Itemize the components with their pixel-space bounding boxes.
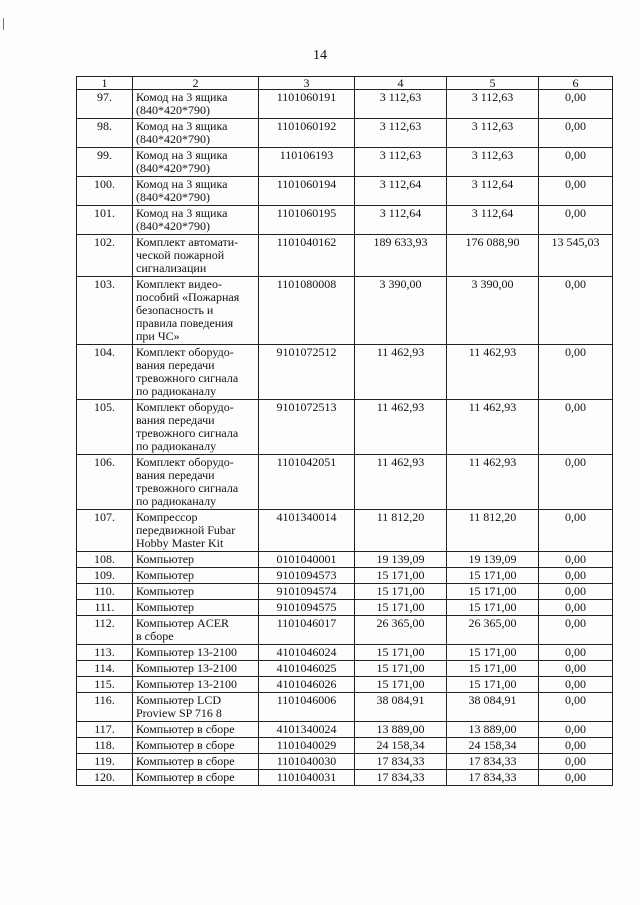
row-number: 114. xyxy=(77,661,133,677)
book-value: 11 462,93 xyxy=(355,455,447,510)
row-number: 101. xyxy=(77,206,133,235)
inventory-number: 1101060191 xyxy=(259,90,355,119)
row-number: 108. xyxy=(77,552,133,568)
inventory-number: 1101046006 xyxy=(259,693,355,722)
residual-value: 0,00 xyxy=(539,148,613,177)
depreciation-value: 15 171,00 xyxy=(447,645,539,661)
table-row xyxy=(77,600,613,616)
residual-value: 0,00 xyxy=(539,677,613,693)
depreciation-value: 11 462,93 xyxy=(447,400,539,455)
column-header-3: 3 xyxy=(259,77,355,90)
table-row xyxy=(77,661,613,677)
book-value: 11 462,93 xyxy=(355,400,447,455)
residual-value: 0,00 xyxy=(539,600,613,616)
table-row xyxy=(77,552,613,568)
item-name: Компьютер LCD Proview SP 716 8 xyxy=(133,693,259,722)
inventory-number: 4101340014 xyxy=(259,510,355,552)
inventory-number: 4101046024 xyxy=(259,645,355,661)
item-name: Компьютер xyxy=(133,568,259,584)
item-name: Компьютер 13-2100 xyxy=(133,677,259,693)
row-number: 115. xyxy=(77,677,133,693)
row-number: 111. xyxy=(77,600,133,616)
depreciation-value: 3 112,64 xyxy=(447,206,539,235)
residual-value: 0,00 xyxy=(539,206,613,235)
table-row xyxy=(77,616,613,645)
column-header-4: 4 xyxy=(355,77,447,90)
residual-value: 0,00 xyxy=(539,754,613,770)
depreciation-value: 15 171,00 xyxy=(447,661,539,677)
inventory-number: 1101080008 xyxy=(259,277,355,345)
row-number: 97. xyxy=(77,90,133,119)
residual-value: 0,00 xyxy=(539,770,613,786)
book-value: 15 171,00 xyxy=(355,661,447,677)
item-name: Комод на 3 ящика (840*420*790) xyxy=(133,206,259,235)
book-value: 17 834,33 xyxy=(355,754,447,770)
depreciation-value: 11 462,93 xyxy=(447,455,539,510)
item-name: Компьютер 13-2100 xyxy=(133,645,259,661)
inventory-number: 4101046026 xyxy=(259,677,355,693)
item-name: Компьютер в сборе xyxy=(133,754,259,770)
row-number: 99. xyxy=(77,148,133,177)
book-value: 3 112,63 xyxy=(355,119,447,148)
table-row xyxy=(77,400,613,455)
item-name: Компьютер xyxy=(133,552,259,568)
depreciation-value: 13 889,00 xyxy=(447,722,539,738)
inventory-number: 9101072512 xyxy=(259,345,355,400)
item-name: Комод на 3 ящика (840*420*790) xyxy=(133,90,259,119)
row-number: 104. xyxy=(77,345,133,400)
row-number: 109. xyxy=(77,568,133,584)
table-row xyxy=(77,455,613,510)
inventory-number: 110106193 xyxy=(259,148,355,177)
table-row xyxy=(77,510,613,552)
inventory-number: 1101060192 xyxy=(259,119,355,148)
table-row xyxy=(77,754,613,770)
book-value: 19 139,09 xyxy=(355,552,447,568)
residual-value: 0,00 xyxy=(539,552,613,568)
inventory-number: 1101060194 xyxy=(259,177,355,206)
inventory-number: 4101340024 xyxy=(259,722,355,738)
depreciation-value: 17 834,33 xyxy=(447,754,539,770)
item-name: Комод на 3 ящика (840*420*790) xyxy=(133,148,259,177)
depreciation-value: 11 462,93 xyxy=(447,345,539,400)
table-row xyxy=(77,677,613,693)
table-row xyxy=(77,345,613,400)
residual-value: 0,00 xyxy=(539,616,613,645)
table-row xyxy=(77,568,613,584)
item-name: Компьютер ACER в сборе xyxy=(133,616,259,645)
depreciation-value: 176 088,90 xyxy=(447,235,539,277)
table-row xyxy=(77,206,613,235)
table-row xyxy=(77,770,613,786)
row-number: 102. xyxy=(77,235,133,277)
book-value: 26 365,00 xyxy=(355,616,447,645)
inventory-number: 9101072513 xyxy=(259,400,355,455)
table-header xyxy=(77,77,613,90)
item-name: Компрессор передвижной Fubar Hobby Master Kit xyxy=(133,510,259,552)
table-row xyxy=(77,584,613,600)
table-row xyxy=(77,119,613,148)
book-value: 15 171,00 xyxy=(355,645,447,661)
item-name: Компьютер в сборе xyxy=(133,738,259,754)
inventory-number: 4101046025 xyxy=(259,661,355,677)
depreciation-value: 15 171,00 xyxy=(447,677,539,693)
item-name: Комплект оборудо- вания передачи тревожного сигнала по радиоканалу xyxy=(133,455,259,510)
row-number: 110. xyxy=(77,584,133,600)
row-number: 119. xyxy=(77,754,133,770)
residual-value: 0,00 xyxy=(539,277,613,345)
residual-value: 0,00 xyxy=(539,693,613,722)
column-header-6: 6 xyxy=(539,77,613,90)
column-header-1: 1 xyxy=(77,77,133,90)
row-number: 117. xyxy=(77,722,133,738)
table-row xyxy=(77,148,613,177)
depreciation-value: 3 112,63 xyxy=(447,119,539,148)
column-header-2: 2 xyxy=(133,77,259,90)
table-row xyxy=(77,693,613,722)
inventory-number: 1101046017 xyxy=(259,616,355,645)
inventory-table xyxy=(76,76,613,786)
residual-value: 13 545,03 xyxy=(539,235,613,277)
table-row xyxy=(77,645,613,661)
item-name: Комод на 3 ящика (840*420*790) xyxy=(133,177,259,206)
depreciation-value: 3 112,63 xyxy=(447,148,539,177)
inventory-number: 1101040029 xyxy=(259,738,355,754)
residual-value: 0,00 xyxy=(539,177,613,206)
inventory-number: 9101094575 xyxy=(259,600,355,616)
table-row xyxy=(77,235,613,277)
residual-value: 0,00 xyxy=(539,455,613,510)
inventory-number: 9101094574 xyxy=(259,584,355,600)
item-name: Компьютер xyxy=(133,584,259,600)
book-value: 11 462,93 xyxy=(355,345,447,400)
residual-value: 0,00 xyxy=(539,119,613,148)
residual-value: 0,00 xyxy=(539,661,613,677)
residual-value: 0,00 xyxy=(539,738,613,754)
depreciation-value: 15 171,00 xyxy=(447,568,539,584)
depreciation-value: 3 112,63 xyxy=(447,90,539,119)
book-value: 3 112,63 xyxy=(355,148,447,177)
book-value: 3 112,63 xyxy=(355,90,447,119)
column-header-5: 5 xyxy=(447,77,539,90)
depreciation-value: 19 139,09 xyxy=(447,552,539,568)
row-number: 106. xyxy=(77,455,133,510)
book-value: 17 834,33 xyxy=(355,770,447,786)
scan-mark xyxy=(3,18,4,30)
row-number: 120. xyxy=(77,770,133,786)
item-name: Компьютер 13-2100 xyxy=(133,661,259,677)
row-number: 107. xyxy=(77,510,133,552)
page-number: 14 xyxy=(313,48,327,63)
book-value: 189 633,93 xyxy=(355,235,447,277)
table-row xyxy=(77,738,613,754)
header-row xyxy=(77,77,613,90)
item-name: Комплект видео- пособий «Пожарная безопасность и правила поведения при ЧС» xyxy=(133,277,259,345)
inventory-number: 0101040001 xyxy=(259,552,355,568)
item-name: Комплект оборудо- вания передачи тревожного сигнала по радиоканалу xyxy=(133,400,259,455)
depreciation-value: 15 171,00 xyxy=(447,584,539,600)
item-name: Комплект автомати- ческой пожарной сигнализации xyxy=(133,235,259,277)
inventory-number: 9101094573 xyxy=(259,568,355,584)
depreciation-value: 15 171,00 xyxy=(447,600,539,616)
table-row xyxy=(77,177,613,206)
book-value: 15 171,00 xyxy=(355,584,447,600)
residual-value: 0,00 xyxy=(539,345,613,400)
book-value: 15 171,00 xyxy=(355,677,447,693)
item-name: Компьютер в сборе xyxy=(133,770,259,786)
table-row xyxy=(77,722,613,738)
item-name: Компьютер xyxy=(133,600,259,616)
inventory-number: 1101042051 xyxy=(259,455,355,510)
book-value: 13 889,00 xyxy=(355,722,447,738)
residual-value: 0,00 xyxy=(539,645,613,661)
residual-value: 0,00 xyxy=(539,510,613,552)
residual-value: 0,00 xyxy=(539,568,613,584)
book-value: 3 112,64 xyxy=(355,177,447,206)
book-value: 24 158,34 xyxy=(355,738,447,754)
item-name: Комплект оборудо- вания передачи тревожного сигнала по радиоканалу xyxy=(133,345,259,400)
inventory-number: 1101040031 xyxy=(259,770,355,786)
depreciation-value: 11 812,20 xyxy=(447,510,539,552)
depreciation-value: 26 365,00 xyxy=(447,616,539,645)
row-number: 100. xyxy=(77,177,133,206)
item-name: Комод на 3 ящика (840*420*790) xyxy=(133,119,259,148)
table-row xyxy=(77,90,613,119)
book-value: 15 171,00 xyxy=(355,600,447,616)
table-row xyxy=(77,277,613,345)
inventory-number: 1101040030 xyxy=(259,754,355,770)
row-number: 103. xyxy=(77,277,133,345)
row-number: 105. xyxy=(77,400,133,455)
depreciation-value: 3 390,00 xyxy=(447,277,539,345)
book-value: 11 812,20 xyxy=(355,510,447,552)
depreciation-value: 24 158,34 xyxy=(447,738,539,754)
book-value: 3 112,64 xyxy=(355,206,447,235)
row-number: 118. xyxy=(77,738,133,754)
book-value: 38 084,91 xyxy=(355,693,447,722)
depreciation-value: 38 084,91 xyxy=(447,693,539,722)
book-value: 15 171,00 xyxy=(355,568,447,584)
book-value: 3 390,00 xyxy=(355,277,447,345)
inventory-number: 1101060195 xyxy=(259,206,355,235)
inventory-number: 1101040162 xyxy=(259,235,355,277)
row-number: 112. xyxy=(77,616,133,645)
residual-value: 0,00 xyxy=(539,722,613,738)
residual-value: 0,00 xyxy=(539,90,613,119)
residual-value: 0,00 xyxy=(539,584,613,600)
item-name: Компьютер в сборе xyxy=(133,722,259,738)
depreciation-value: 3 112,64 xyxy=(447,177,539,206)
row-number: 113. xyxy=(77,645,133,661)
depreciation-value: 17 834,33 xyxy=(447,770,539,786)
row-number: 98. xyxy=(77,119,133,148)
row-number: 116. xyxy=(77,693,133,722)
residual-value: 0,00 xyxy=(539,400,613,455)
table-body xyxy=(77,90,613,786)
